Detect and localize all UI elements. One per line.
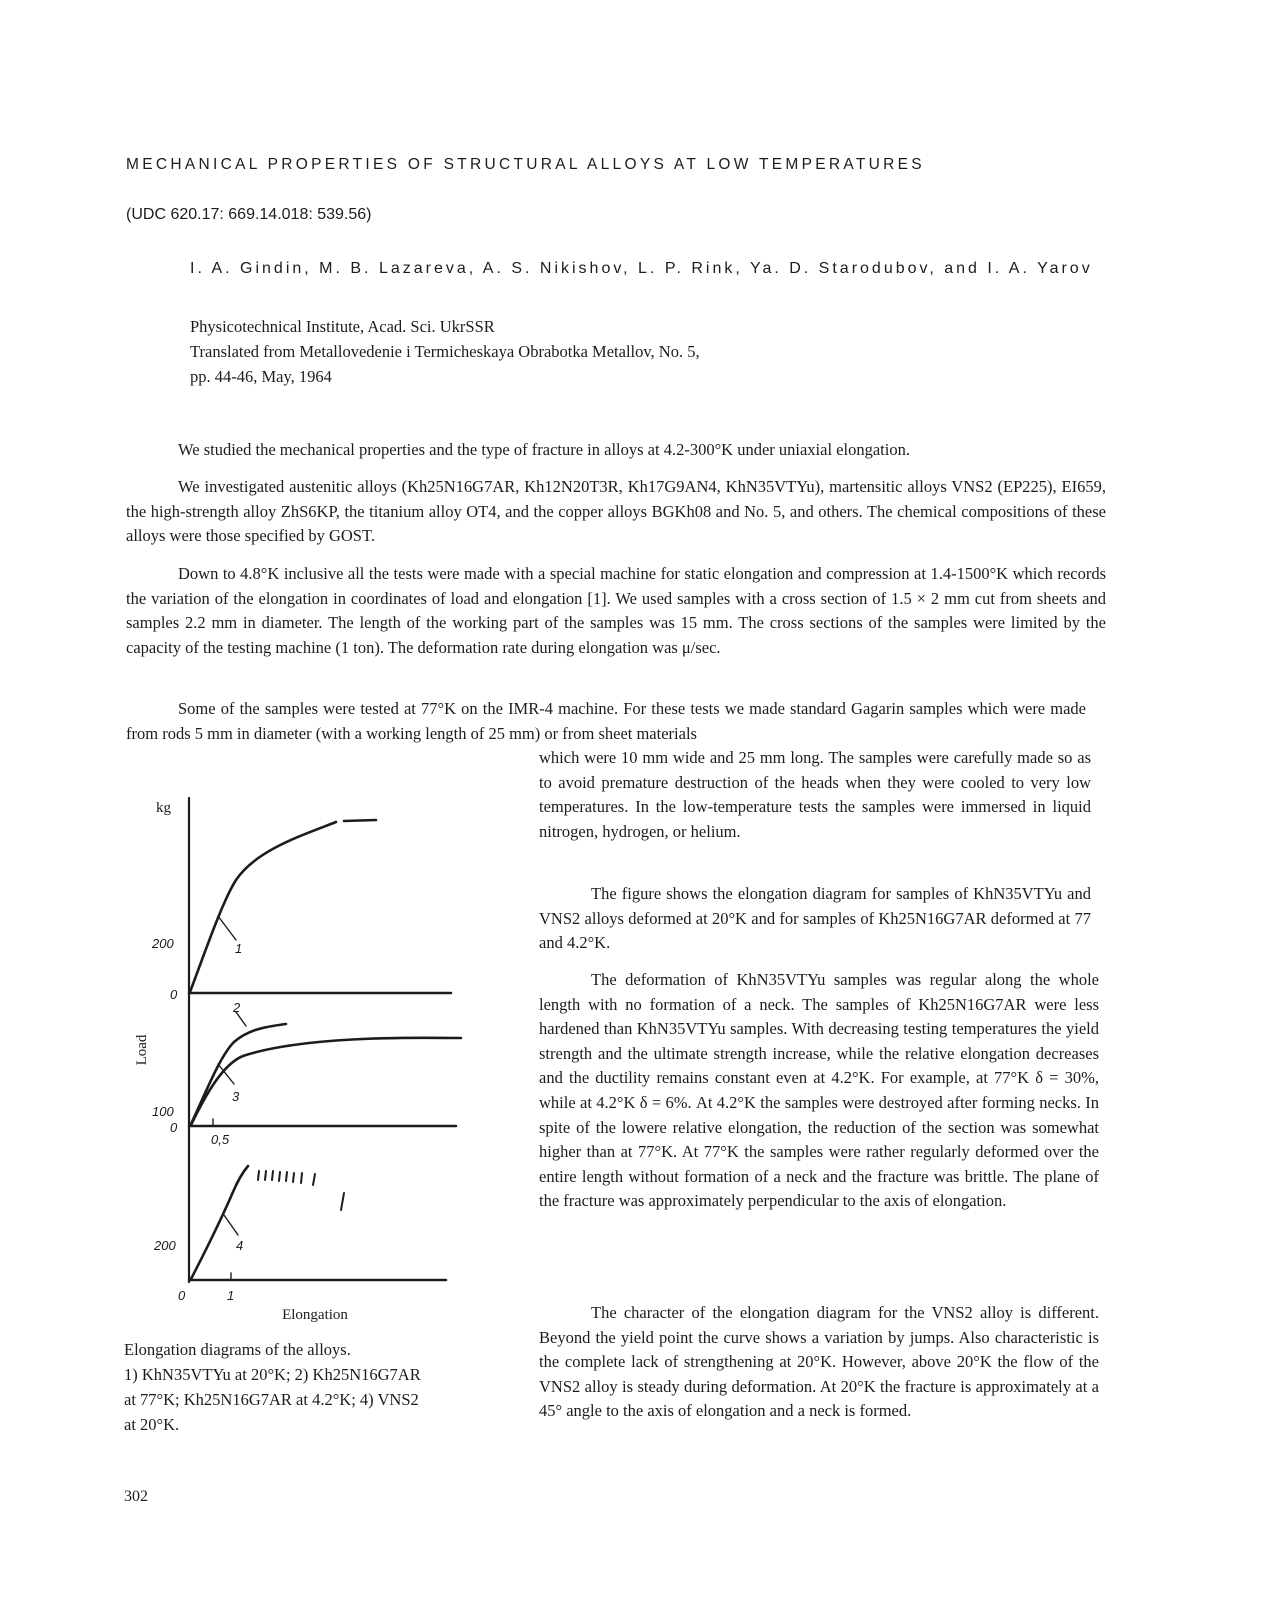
leader-4 xyxy=(224,1215,238,1235)
curve-label-1: 1 xyxy=(235,941,243,956)
curve-label-3: 3 xyxy=(232,1089,240,1104)
author-list: I. A. Gindin, M. B. Lazareva, A. S. Nikishov, L. P. Rink, Ya. D. Starodubov, and I. A. Yarov xyxy=(190,260,1093,277)
paragraph-intro: We studied the mechanical properties and the type of fracture in alloys at 4.2-300°K under uniaxial elongation. xyxy=(178,440,910,459)
caption-line: at 20°K. xyxy=(124,1415,180,1434)
paper-title: MECHANICAL PROPERTIES OF STRUCTURAL ALLOYS AT LOW TEMPERATURES xyxy=(126,156,925,173)
tick-0-top: 0 xyxy=(170,987,178,1002)
affiliation-block xyxy=(190,314,950,389)
paragraph-samples: Some of the samples were tested at 77°K on the IMR-4 machine. For these tests we made standard Gagarin samples which were made from rods 5 mm in diameter (with a working length of 25 mm) or from sheet materials xyxy=(126,699,1086,743)
tick-0-bottom: 0 xyxy=(178,1288,186,1303)
x-axis-label: Elongation xyxy=(282,1307,348,1323)
elongation-diagram xyxy=(118,780,518,1340)
affiliation-source: Translated from Metallovedenie i Termicheskaya Obrabotka Metallov, No. 5, xyxy=(190,342,700,361)
tick-0-middle: 0 xyxy=(170,1120,178,1135)
curve-1 xyxy=(190,822,336,992)
paragraph-figure-ref: The figure shows the elongation diagram for samples of KhN35VTYu and VNS2 alloys deformed at 20°K and for samples of Kh25N16G7AR deformed at 77 and 4.2°K. xyxy=(539,884,1091,953)
paragraph-samples-continued: which were 10 mm wide and 25 mm long. The samples were carefully made so as to avoid premature destruction of the heads when they were cooled to very low temperatures. In the low-temperature tests the samples were immersed in liquid nitrogen, hydrogen, or helium. xyxy=(539,748,1091,841)
caption-line: Elongation diagrams of the alloys. xyxy=(124,1340,351,1359)
tick-200-top: 200 xyxy=(152,936,174,951)
affiliation-institute: Physicotechnical Institute, Acad. Sci. UkrSSR xyxy=(190,317,495,336)
curve-1-tail xyxy=(344,820,376,821)
elongation-figure xyxy=(118,780,518,1340)
paragraph-deformation: The deformation of KhN35VTYu samples was regular along the whole length with no formation of a neck. The samples of Kh25N16G7AR were less hardened than KhN35VTYu samples. With decreasing testing temperatures the yield strength and the ultimate strength increase, while the relative elongation decreases and the ductility remains constant even at 4.2°K. For example, at 77°K δ = 30%, while at 4.2°K δ = 6%. At 4.2°K the samples were destroyed after forming necks. In spite of the lowere relative elongation, the reduction of the section was somewhat higher than at 77°K. At 77°K the samples were rather regularly deformed over the entire length without formation of a neck and the fracture was brittle. The plane of the fracture was approximately perpendicular to the axis of elongation. xyxy=(539,970,1099,1211)
figure-caption xyxy=(124,1337,494,1437)
y-axis-label: Load xyxy=(134,1034,150,1066)
curve-4 xyxy=(191,1166,248,1279)
udc-code: (UDC 620.17: 669.14.018: 539.56) xyxy=(126,206,372,223)
tick-100: 100 xyxy=(152,1104,174,1119)
caption-line: at 77°K; Kh25N16G7AR at 4.2°K; 4) VNS2 xyxy=(124,1390,419,1409)
paragraph-method: Down to 4.8°K inclusive all the tests were made with a special machine for static elongation and compression at 1.4-1500°K which records the variation of the elongation in coordinates of load and elongation [1]. We used samples with a cross section of 1.5 × 2 mm cut from sheets and samples 2.2 mm in diameter. The length of the working part of the samples was 15 mm. The cross sections of the samples were limited by the capacity of the testing machine (1 ton). The deformation rate during elongation was μ/sec. xyxy=(126,564,1106,657)
caption-line: 1) KhN35VTYu at 20°K; 2) Kh25N16G7AR xyxy=(124,1365,421,1384)
tick-1: 1 xyxy=(227,1288,235,1303)
paragraph-alloys: We investigated austenitic alloys (Kh25N16G7AR, Kh12N20T3R, Kh17G9AN4, KhN35VTYu), martensitic alloys VNS2 (EP225), EI659, the high-strength alloy ZhS6KP, the titanium alloy OT4, and the copper alloys BGKh08 and No. 5, and others. The chemical compositions of these alloys were those specified by GOST. xyxy=(126,477,1106,546)
curve-4-jump-marks xyxy=(258,1171,344,1210)
leader-1 xyxy=(218,916,236,940)
paragraph-vns2: The character of the elongation diagram for the VNS2 alloy is different. Beyond the yield point the curve shows a variation by jumps. Also characteristic is the complete lack of strengthening at 20°K. However, above 20°K the flow of the VNS2 alloy is steady during deformation. At 20°K the fracture is approximately at a 45° angle to the axis of elongation and a neck is formed. xyxy=(539,1303,1099,1421)
curve-label-4: 4 xyxy=(236,1238,244,1253)
curve-2 xyxy=(191,1024,286,1124)
tick-200-bottom: 200 xyxy=(154,1238,176,1253)
unit-label-kg: kg xyxy=(156,800,171,816)
page-number: 302 xyxy=(124,1488,148,1505)
tick-0-5: 0,5 xyxy=(211,1132,230,1147)
curve-label-2: 2 xyxy=(233,1000,241,1015)
affiliation-pages: pp. 44-46, May, 1964 xyxy=(190,367,332,386)
